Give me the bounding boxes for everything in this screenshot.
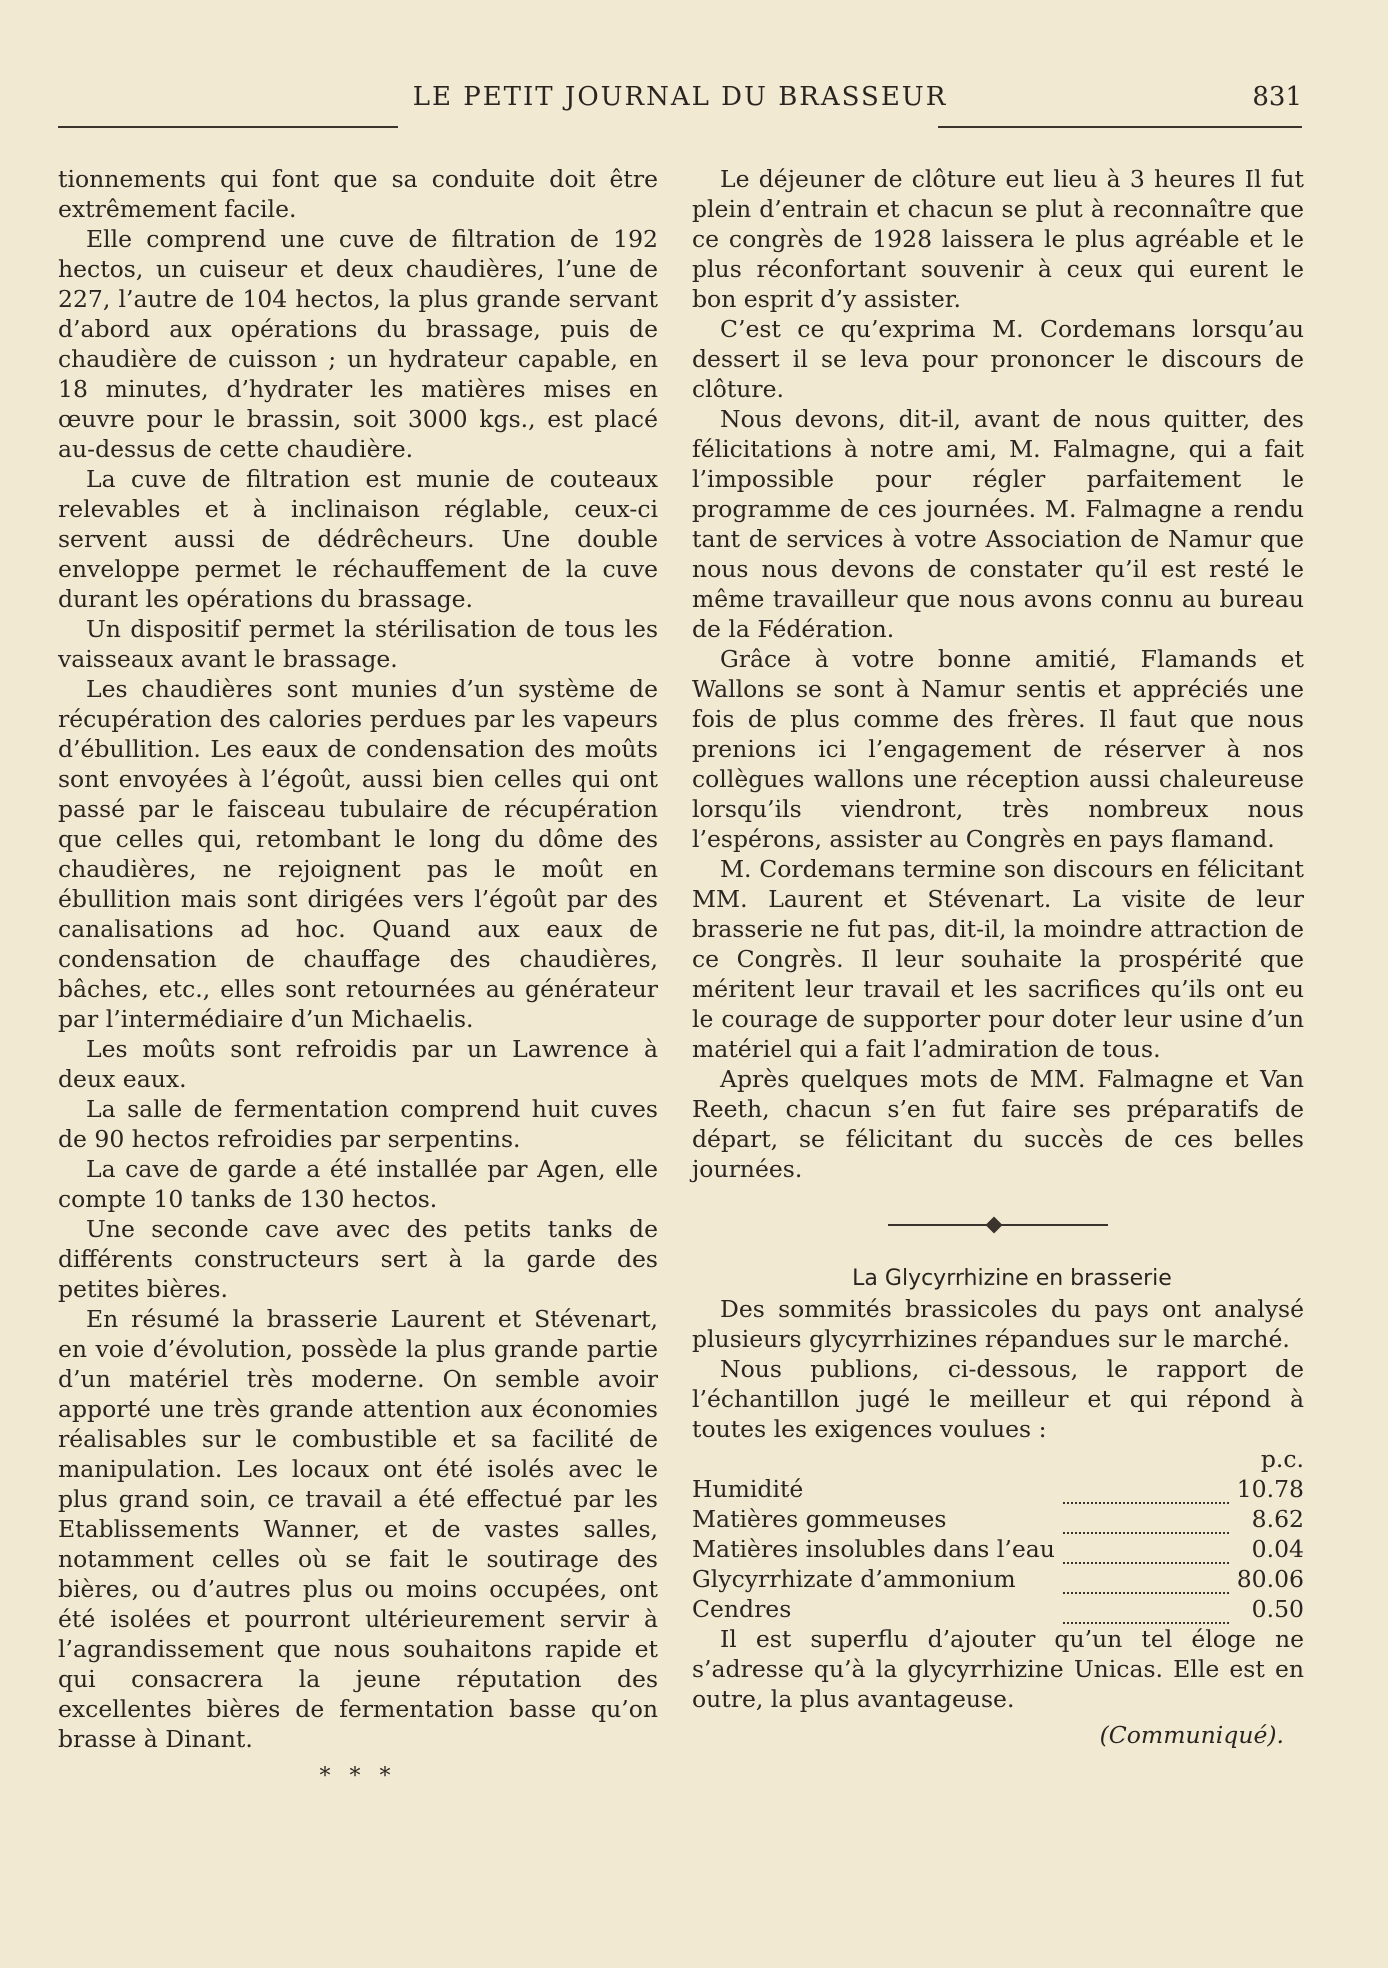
row-label: Cendres	[692, 1595, 792, 1623]
paragraph: Nous devons, dit-il, avant de nous quitter, des félicitations à notre ami, M. Falmagne, qui a fait l’impossible pour régler parfaitement le programme de ces journées. M. Falmagne a rendu tant de services à votre Association de Namur que nous nous devons de constater qu’il est resté le même travailleur que nous avons connu au bureau de la Fédération.	[692, 405, 1304, 643]
asterism-separator: * * *	[319, 1764, 397, 1789]
row-label: Glycyrrhizate d’ammonium	[692, 1565, 1016, 1593]
dot-leader	[1063, 1484, 1229, 1504]
paragraph: Le déjeuner de clôture eut lieu à 3 heures Il fut plein d’entrain et chacun se plut à reconnaître que ce congrès de 1928 laissera le plus agréable et le plus réconfortant souvenir à ceux qui eurent le bon esprit d’y assister.	[692, 165, 1304, 313]
section-title: La Glycyrrhizine en brasserie	[852, 1266, 1172, 1291]
paragraph: Grâce à votre bonne amitié, Flamands et Wallons se sont à Namur sentis et appréciés une fois de plus comme des frères. Il faut que nous prenions ici l’engagement de réserver à nos collègues wallons une réception aussi chaleureuse lorsqu’ils viendront, très nombreux nous l’espérons, assister au Congrès en pays flamand.	[692, 645, 1304, 853]
row-value: 10.78	[1236, 1475, 1304, 1503]
right-column	[692, 164, 1304, 1750]
paragraph: Elle comprend une cuve de filtration de 192 hectos, un cuiseur et deux chaudières, l’une de 227, l’autre de 104 hectos, la plus grande servant d’abord aux opérations du brassage, puis de chaudière de cuisson ; un hydrateur capable, en 18 minutes, d’hydrater les matières mises en œuvre pour le brassin, soit 3000 kgs., est placé au-dessus de cette chaudière.	[58, 225, 658, 463]
paragraph: Un dispositif permet la stérilisation de tous les vaisseaux avant le brassage.	[58, 615, 658, 673]
paragraph: Les moûts sont refroidis par un Lawrence à deux eaux.	[58, 1035, 658, 1093]
paragraph: En résumé la brasserie Laurent et Stévenart, en voie d’évolution, possède la plus grande partie d’un matériel très moderne. On semble avoir apporté une très grande attention aux économies réalisables sur le combustible et sa facilité de manipulation. Les locaux ont été isolés avec le plus grand soin, ce travail a été effectué par les Etablissements Wanner, et de vastes salles, notamment celles où se fait le soutirage des bières, ou d’autres plus ou moins occupées, ont été isolées et pourront ultérieurement servir à l’agrandissement que nous souhaitons rapide et qui consacrera la jeune réputation des excellentes bières de fermentation basse qu’on brasse à Dinant.	[58, 1305, 658, 1753]
paragraph: tionnements qui font que sa conduite doit être extrêmement facile.	[58, 165, 658, 223]
row-value: 8.62	[1251, 1505, 1304, 1533]
dot-leader	[1063, 1574, 1229, 1594]
journal-title: LE PETIT JOURNAL DU BRASSEUR	[412, 82, 948, 112]
dot-leader	[1063, 1544, 1229, 1564]
row-value: 80.06	[1236, 1565, 1304, 1593]
row-value: 0.50	[1251, 1595, 1304, 1623]
row-value: 0.04	[1251, 1535, 1304, 1563]
paragraph: C’est ce qu’exprima M. Cordemans lorsqu’au dessert il se leva pour prononcer le discours de clôture.	[692, 315, 1304, 403]
analysis-table	[692, 1444, 1304, 1624]
paragraph: La salle de fermentation comprend huit cuves de 90 hectos refroidies par serpentins.	[58, 1095, 658, 1153]
table-row	[692, 1504, 1304, 1534]
left-column	[58, 164, 658, 1792]
paragraph: Des sommités brassicoles du pays ont analysé plusieurs glycyrrhizines répandues sur le marché.	[692, 1295, 1304, 1353]
dot-leader	[1063, 1604, 1229, 1624]
header-rule-right	[938, 126, 1302, 128]
paragraph: Une seconde cave avec des petits tanks de différents constructeurs sert à la garde des petites bières.	[58, 1215, 658, 1303]
paragraph: La cuve de filtration est munie de couteaux relevables et à inclinaison réglable, ceux-ci servent aussi de dédrêcheurs. Une double enveloppe permet le réchauffement de la cuve durant les opérations du brassage.	[58, 465, 658, 613]
row-label: Matières gommeuses	[692, 1505, 947, 1533]
header-rule-left	[58, 126, 398, 128]
table-row	[692, 1594, 1304, 1624]
page-header	[58, 82, 1302, 126]
paragraph: Les chaudières sont munies d’un système de récupération des calories perdues par les vapeurs d’ébullition. Les eaux de condensation des moûts sont envoyées à l’égoût, aussi bien celles qui ont passé par le faisceau tubulaire de récupération que celles qui, retombant le long du dôme des chaudières, ne rejoignent pas le moût en ébullition mais sont dirigées vers l’égoût par des canalisations ad hoc. Quand aux eaux de condensation de chauffage des chaudières, bâches, etc., elles sont retournées au générateur par l’intermédiaire d’un Michaelis.	[58, 675, 658, 1033]
page-number: 831	[1252, 82, 1302, 112]
paragraph: Il est superflu d’ajouter qu’un tel éloge ne s’adresse qu’à la glycyrrhizine Unicas. Elle est en outre, la plus avantageuse.	[692, 1625, 1304, 1713]
row-label: Matières insolubles dans l’eau	[692, 1535, 1055, 1563]
table-unit: p.c.	[1260, 1445, 1304, 1473]
paragraph: Nous publions, ci-dessous, le rapport de l’échantillon jugé le meilleur et qui répond à toutes les exigences voulues :	[692, 1355, 1304, 1443]
section-divider	[888, 1224, 1108, 1226]
dot-leader	[1063, 1514, 1229, 1534]
table-row	[692, 1534, 1304, 1564]
signature: (Communiqué).	[1099, 1721, 1284, 1749]
paragraph: Après quelques mots de MM. Falmagne et Van Reeth, chacun s’en fut faire ses préparatifs de départ, se félicitant du succès de ces belles journées.	[692, 1065, 1304, 1183]
table-row	[692, 1474, 1304, 1504]
paragraph: La cave de garde a été installée par Agen, elle compte 10 tanks de 130 hectos.	[58, 1155, 658, 1213]
row-label: Humidité	[692, 1475, 804, 1503]
table-row	[692, 1564, 1304, 1594]
paragraph: M. Cordemans termine son discours en félicitant MM. Laurent et Stévenart. La visite de leur brasserie ne fut pas, dit-il, la moindre attraction de ce Congrès. Il leur souhaite la prospérité que méritent leur travail et les sacrifices qu’ils ont eu le courage de supporter pour doter leur usine d’un matériel qui a fait l’admiration de tous.	[692, 855, 1304, 1063]
